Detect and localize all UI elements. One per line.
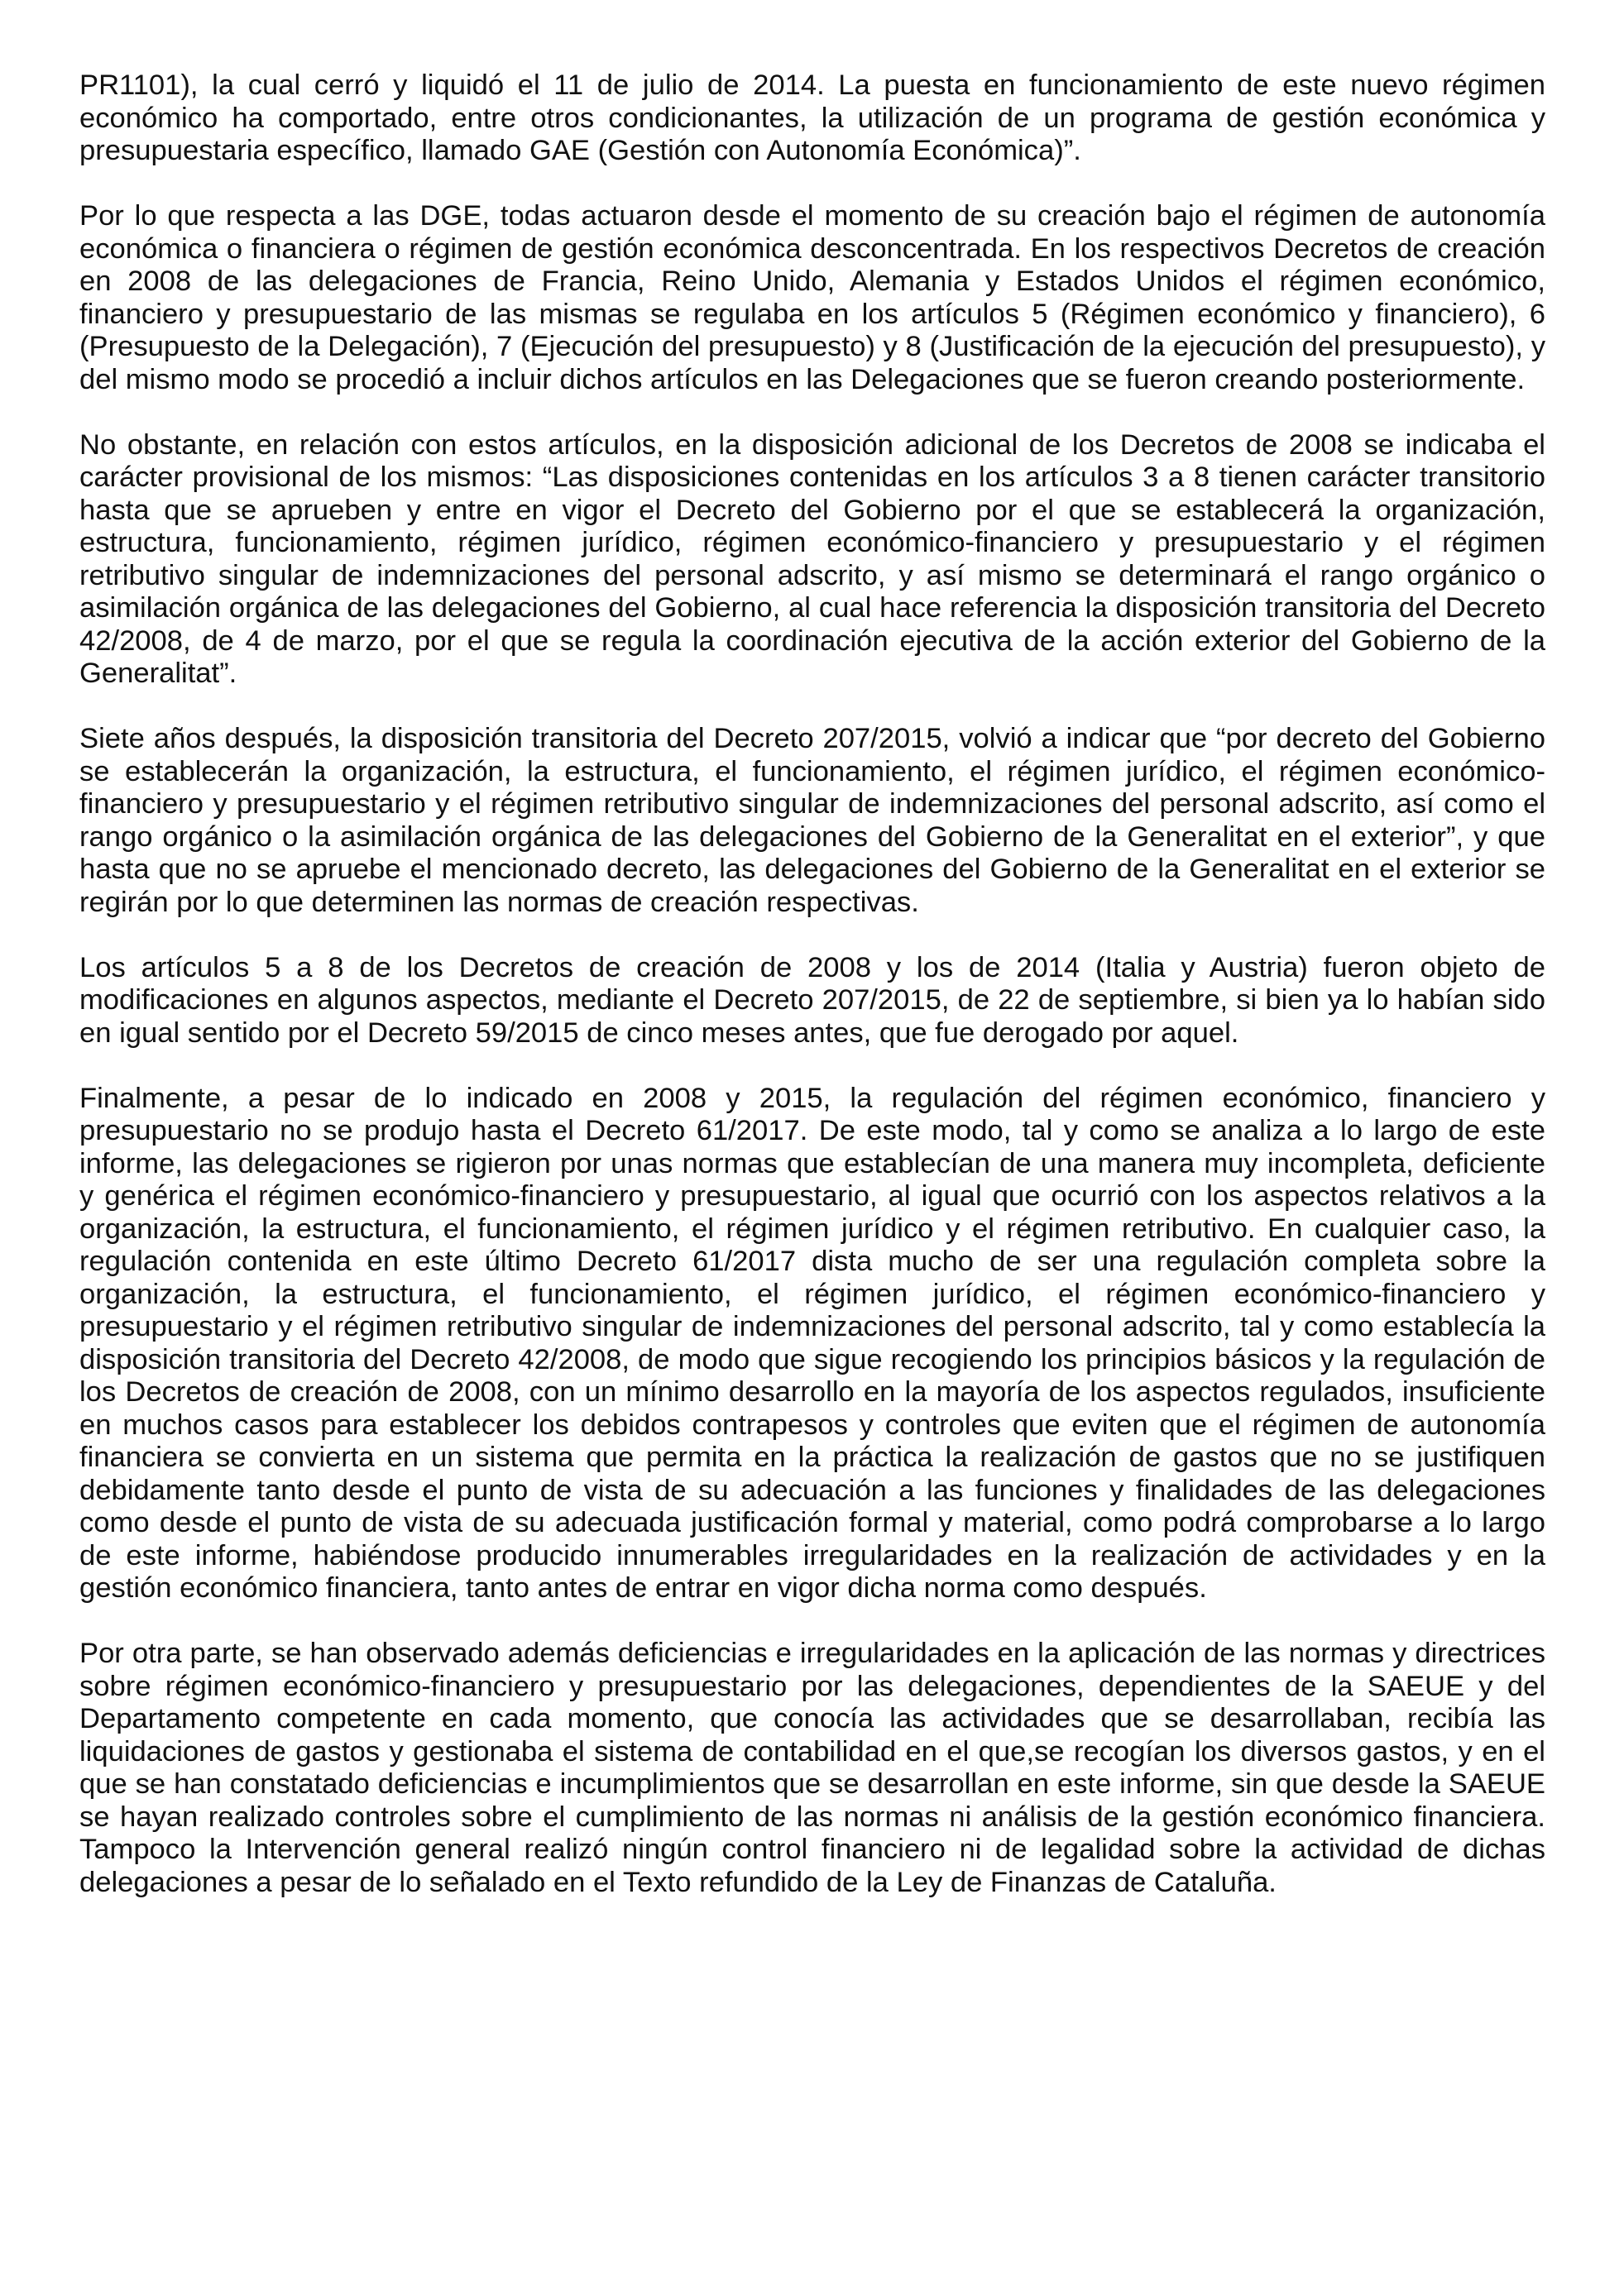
paragraph-decree-207-2015: Siete años después, la disposición transitoria del Decreto 207/2015, volvió a indicar que “por decreto del Gobierno se establecerán la organización, la estructura, el funcionamiento, el régimen jurídico, el régimen económico-financiero y presupuestario y el régimen retributivo singular de indemnizaciones del personal adscrito, así como el rango orgánico o la asimilación orgánica de las delegaciones del Gobierno de la Generalitat en el exterior”, y que hasta que no se apruebe el mencionado decreto, las delegaciones del Gobierno de la Generalitat en el exterior se regirán por lo que determinen las normas de creación respectivas. — [79, 723, 1545, 918]
paragraph-provisional-character: No obstante, en relación con estos artículos, en la disposición adicional de los Decretos de 2008 se indicaba el carácter provisional de los mismos: “Las disposiciones contenidas en los artículos 3 a 8 tienen carácter transitorio hasta que se aprueben y entre en vigor el Decreto del Gobierno por el que se establecerá la organización, estructura, funcionamiento, régimen jurídico, régimen económico-financiero y presupuestario y el régimen retributivo singular de indemnizaciones del personal adscrito, y así mismo se determinará el rango orgánico o asimilación orgánica de las delegaciones del Gobierno, al cual hace referencia la disposición transitoria del Decreto 42/2008, de 4 de marzo, por el que se regula la coordinación ejecutiva de la acción exterior del Gobierno de la Generalitat”. — [79, 428, 1545, 689]
document-page — [79, 69, 1545, 1899]
paragraph-deficiencies: Por otra parte, se han observado además deficiencias e irregularidades en la aplicación de las normas y directrices sobre régimen económico-financiero y presupuestario por las delegaciones, dependientes de la SAEUE y del Departamento competente en cada momento, que conocía las actividades que se desarrollaban, recibía las liquidaciones de gastos y gestionaba el sistema de contabilidad en el que,se recogían los diversos gastos, y en el que se han constatado deficiencias e incumplimientos que se desarrollan en este informe, sin que desde la SAEUE se hayan realizado controles sobre el cumplimiento de las normas ni análisis de la gestión económico financiera. Tampoco la Intervención general realizó ningún control financiero ni de legalidad sobre la actividad de dichas delegaciones a pesar de lo señalado en el Texto refundido de la Ley de Finanzas de Cataluña. — [79, 1638, 1545, 1898]
paragraph-gae-program: PR1101), la cual cerró y liquidó el 11 de julio de 2014. La puesta en funcionamiento de este nuevo régimen económico ha comportado, entre otros condicionantes, la utilización de un programa de gestión económica y presupuestaria específico, llamado GAE (Gestión con Autonomía Económica)”. — [79, 69, 1545, 166]
paragraph-decree-61-2017: Finalmente, a pesar de lo indicado en 2008 y 2015, la regulación del régimen económico, financiero y presupuestario no se produjo hasta el Decreto 61/2017. De este modo, tal y como se analiza a lo largo de este informe, las delegaciones se rigieron por unas normas que establecían de una manera muy incompleta, deficiente y genérica el régimen económico-financiero y presupuestario, al igual que ocurrió con los aspectos relativos a la organización, la estructura, el funcionamiento, el régimen jurídico y el régimen retributivo. En cualquier caso, la regulación contenida en este último Decreto 61/2017 dista mucho de ser una regulación completa sobre la organización, la estructura, el funcionamiento, el régimen jurídico, el régimen económico-financiero y presupuestario y el régimen retributivo singular de indemnizaciones del personal adscrito, tal y como establecía la disposición transitoria del Decreto 42/2008, de modo que sigue recogiendo los principios básicos y la regulación de los Decretos de creación de 2008, con un mínimo desarrollo en la mayoría de los aspectos regulados, insuficiente en muchos casos para establecer los debidos contrapesos y controles que eviten que el régimen de autonomía financiera se convierta en un sistema que permita en la práctica la realización de gastos que no se justifiquen debidamente tanto desde el punto de vista de su adecuación a las funciones y finalidades de las delegaciones como desde el punto de vista de su adecuada justificación formal y material, como podrá comprobarse a lo largo de este informe, habiéndose producido innumerables irregularidades en la realización de actividades y en la gestión económico financiera, tanto antes de entrar en vigor dicha norma como después. — [79, 1082, 1545, 1604]
paragraph-articles-modifications: Los artículos 5 a 8 de los Decretos de creación de 2008 y los de 2014 (Italia y Austria) fueron objeto de modificaciones en algunos aspectos, mediante el Decreto 207/2015, de 22 de septiembre, si bien ya lo habían sido en igual sentido por el Decreto 59/2015 de cinco meses antes, que fue derogado por aquel. — [79, 951, 1545, 1049]
paragraph-dge-autonomy: Por lo que respecta a las DGE, todas actuaron desde el momento de su creación bajo el régimen de autonomía económica o financiera o régimen de gestión económica desconcentrada. En los respectivos Decretos de creación en 2008 de las delegaciones de Francia, Reino Unido, Alemania y Estados Unidos el régimen económico, financiero y presupuestario de las mismas se regulaba en los artículos 5 (Régimen económico y financiero), 6 (Presupuesto de la Delegación), 7 (Ejecución del presupuesto) y 8 (Justificación de la ejecución del presupuesto), y del mismo modo se procedió a incluir dichos artículos en las Delegaciones que se fueron creando posteriormente. — [79, 200, 1545, 395]
